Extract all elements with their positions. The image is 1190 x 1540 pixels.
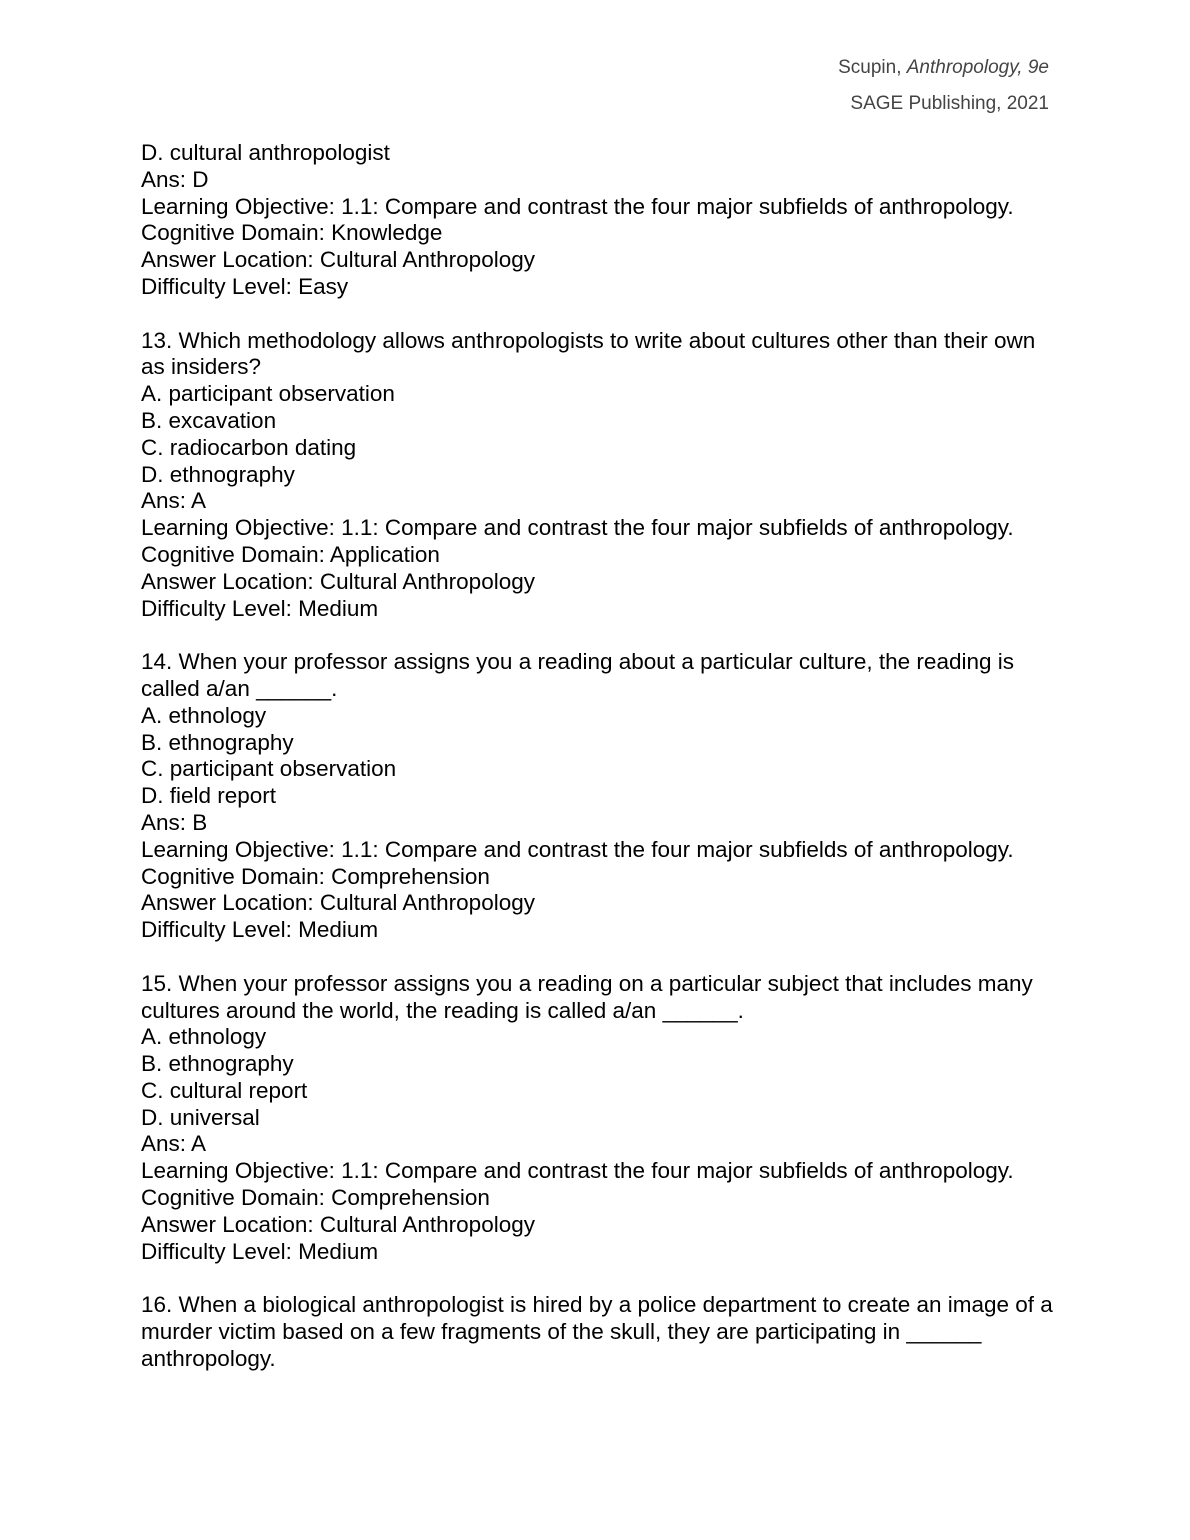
- difficulty-level: Difficulty Level: Medium: [141, 595, 379, 621]
- question-text: 16. When a biological anthropologist is hired by a police department to create an image of a murder victim based on a few fragments of the skull, they are participating in ______ anthropology.: [141, 1292, 1053, 1371]
- question-12-tail: [141, 140, 1061, 301]
- answer: Ans: B: [141, 809, 208, 835]
- option-c: C. participant observation: [141, 756, 397, 782]
- option-d: D. ethnography: [141, 461, 295, 487]
- question-13: [141, 328, 1061, 623]
- answer-location: Answer Location: Cultural Anthropology: [141, 890, 535, 916]
- option-d: D. field report: [141, 783, 277, 809]
- cognitive-domain: Cognitive Domain: Application: [141, 541, 440, 567]
- answer-location: Answer Location: Cultural Anthropology: [141, 247, 535, 273]
- question-text: 13. Which methodology allows anthropologists to write about cultures other than their own as insiders?: [141, 327, 1036, 380]
- cognitive-domain: Cognitive Domain: Comprehension: [141, 863, 490, 889]
- question-15: [141, 971, 1061, 1266]
- cognitive-domain: Cognitive Domain: Comprehension: [141, 1185, 490, 1211]
- answer-location: Answer Location: Cultural Anthropology: [141, 568, 535, 594]
- option-b: B. ethnography: [141, 729, 294, 755]
- header-publisher: SAGE Publishing, 2021: [850, 93, 1049, 114]
- question-text: 14. When your professor assigns you a reading about a particular culture, the reading is called a/an ______.: [141, 649, 1014, 701]
- learning-objective: Learning Objective: 1.1: Compare and contrast the four major subfields of anthropology.: [141, 515, 1014, 541]
- question-16: [141, 1292, 1061, 1372]
- option-b: B. excavation: [141, 407, 277, 433]
- learning-objective: Learning Objective: 1.1: Compare and contrast the four major subfields of anthropology.: [141, 836, 1014, 862]
- option-a: A. ethnology: [141, 702, 267, 728]
- learning-objective: Learning Objective: 1.1: Compare and contrast the four major subfields of anthropology.: [141, 193, 1014, 219]
- difficulty-level: Difficulty Level: Medium: [141, 917, 379, 943]
- option-a: A. participant observation: [141, 381, 395, 407]
- answer: Ans: D: [141, 166, 209, 192]
- answer: Ans: A: [141, 488, 207, 514]
- option-c: C. cultural report: [141, 1077, 308, 1103]
- header-citation: [838, 58, 1049, 77]
- header-author: Scupin,: [838, 57, 907, 78]
- answer-location: Answer Location: Cultural Anthropology: [141, 1211, 535, 1237]
- document-body: [141, 140, 1061, 1373]
- option-b: B. ethnography: [141, 1051, 294, 1077]
- header-book-title: Anthropology, 9e: [906, 57, 1049, 78]
- cognitive-domain: Cognitive Domain: Knowledge: [141, 220, 443, 246]
- question-14: [141, 649, 1061, 944]
- option-a: A. ethnology: [141, 1024, 267, 1050]
- option-d: D. universal: [141, 1104, 260, 1130]
- option-c: C. radiocarbon dating: [141, 434, 357, 460]
- learning-objective: Learning Objective: 1.1: Compare and contrast the four major subfields of anthropology.: [141, 1158, 1014, 1184]
- option-d: D. cultural anthropologist: [141, 140, 390, 165]
- question-text: 15. When your professor assigns you a reading on a particular subject that includes many cultures around the world, the reading is called a/an ______.: [141, 970, 1033, 1023]
- difficulty-level: Difficulty Level: Easy: [141, 273, 349, 299]
- page-header: [838, 58, 1049, 130]
- difficulty-level: Difficulty Level: Medium: [141, 1238, 379, 1264]
- answer: Ans: A: [141, 1131, 207, 1157]
